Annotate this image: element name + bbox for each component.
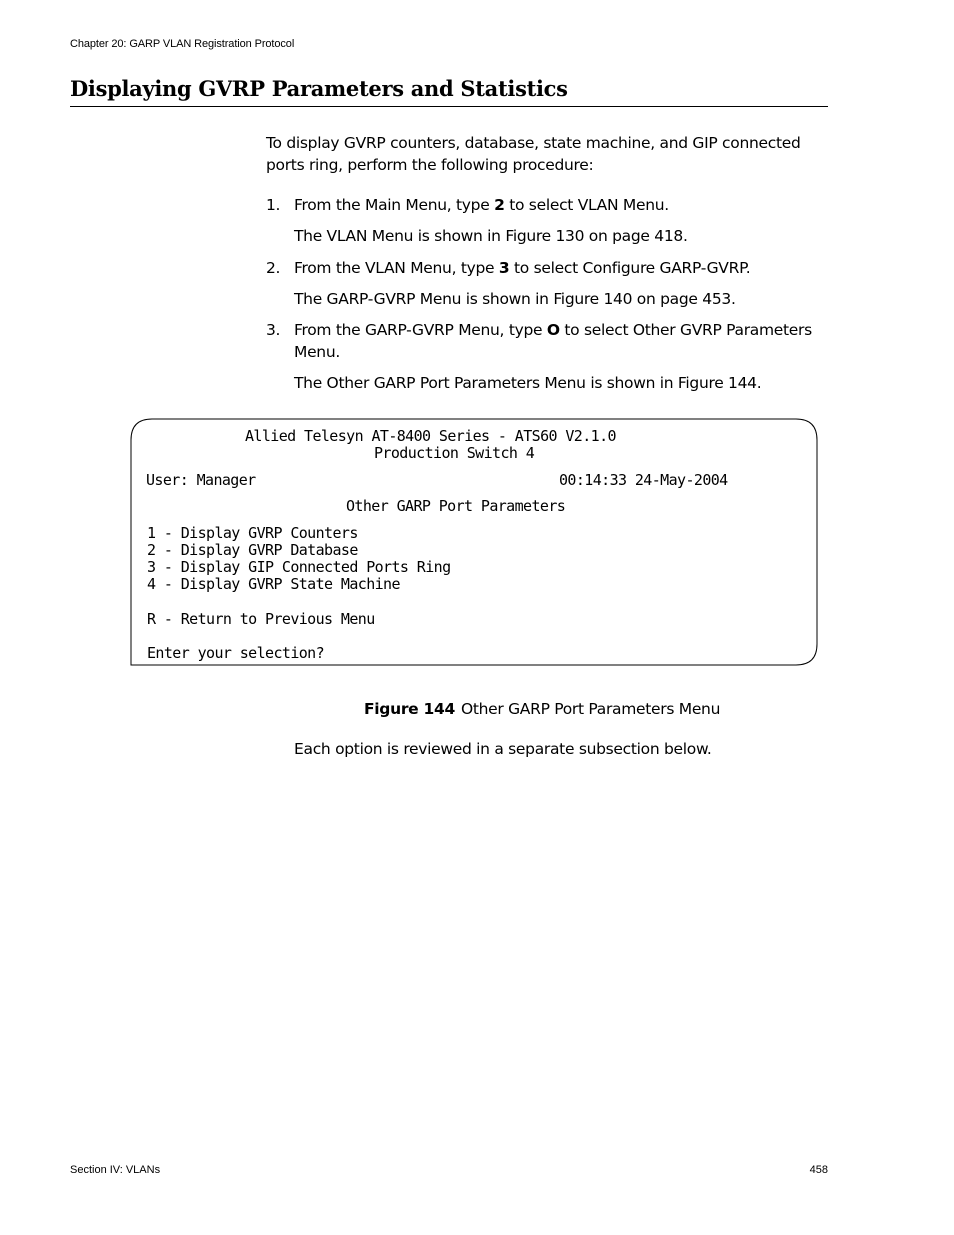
terminal-datetime: 00:14:33 24-May-2004 (559, 471, 728, 489)
terminal-user: User: Manager (146, 471, 256, 489)
step-2-note: The GARP-GVRP Menu is shown in Figure 140 on page 453. (294, 290, 736, 308)
closing-paragraph: Each option is reviewed in a separate subsection below. (294, 740, 712, 758)
terminal-menu-title: Other GARP Port Parameters (346, 497, 566, 515)
figure-number: Figure 144 (364, 700, 455, 718)
terminal-prompt: Enter your selection? (147, 644, 325, 662)
section-title: Displaying GVRP Parameters and Statistics (70, 76, 828, 107)
step-instruction: From the GARP-GVRP Menu, type O to select Other GVRP Parameters Menu. (294, 321, 812, 361)
step-number: 1. (266, 196, 281, 214)
terminal-screen (130, 418, 818, 666)
step-instruction: From the VLAN Menu, type 3 to select Configure GARP-GVRP. (294, 259, 751, 277)
step-1 (266, 194, 831, 216)
step-3 (266, 319, 831, 363)
step-1-note: The VLAN Menu is shown in Figure 130 on page 418. (294, 227, 688, 245)
terminal-switch-name: Production Switch 4 (374, 444, 535, 462)
step-3-note: The Other GARP Port Parameters Menu is shown in Figure 144. (294, 374, 762, 392)
step-instruction: From the Main Menu, type 2 to select VLAN Menu. (294, 196, 669, 214)
key-value: 3 (498, 259, 510, 277)
terminal-banner: Allied Telesyn AT-8400 Series - ATS60 V2.1.0 (245, 427, 616, 445)
running-head: Chapter 20: GARP VLAN Registration Protocol (70, 38, 295, 50)
key-value: 2 (494, 196, 505, 214)
key-value: O (546, 321, 560, 339)
figure-caption-text: Other GARP Port Parameters Menu (460, 700, 721, 718)
step-2 (266, 257, 831, 279)
terminal-option: 4 - Display GVRP State Machine (147, 575, 400, 593)
figure-caption (364, 698, 720, 720)
page-number: 458 (809, 1164, 828, 1176)
terminal-option: 2 - Display GVRP Database (147, 541, 358, 559)
terminal-option: 3 - Display GIP Connected Ports Ring (147, 558, 451, 576)
intro-paragraph: To display GVRP counters, database, state machine, and GIP connected ports ring, perform the following procedure: (266, 134, 801, 174)
step-number: 2. (266, 259, 281, 277)
terminal-return-option: R - Return to Previous Menu (147, 610, 375, 628)
step-number: 3. (266, 321, 281, 339)
terminal-option: 1 - Display GVRP Counters (147, 524, 358, 542)
footer-section: Section IV: VLANs (70, 1164, 161, 1176)
